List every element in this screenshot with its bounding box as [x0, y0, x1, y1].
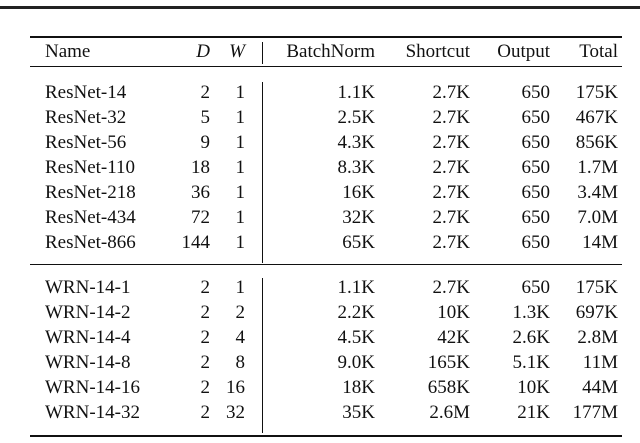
- header-row: [0, 40, 640, 64]
- cell-output: 650: [521, 182, 550, 203]
- table-row: [0, 301, 640, 325]
- cell-total: 11M: [582, 352, 618, 373]
- cell-total: 856K: [575, 132, 618, 153]
- cell-name: ResNet-110: [45, 157, 136, 178]
- header-batchnorm: BatchNorm: [286, 41, 375, 62]
- cell-shortcut: 2.7K: [432, 157, 470, 178]
- cell-shortcut: 42K: [437, 327, 470, 348]
- cell-batchnorm: 9.0K: [337, 352, 375, 373]
- cell-d: 2: [200, 302, 210, 323]
- cell-total: 177M: [572, 402, 618, 423]
- cell-d: 2: [200, 277, 210, 298]
- cell-w: 1: [235, 82, 245, 103]
- cell-name: ResNet-14: [45, 82, 127, 103]
- header-shortcut: Shortcut: [405, 41, 470, 62]
- cell-output: 2.6K: [512, 327, 550, 348]
- cell-batchnorm: 1.1K: [337, 82, 375, 103]
- cell-batchnorm: 65K: [342, 232, 375, 253]
- cell-batchnorm: 32K: [342, 207, 375, 228]
- cell-total: 7.0M: [577, 207, 618, 228]
- cell-shortcut: 2.7K: [432, 82, 470, 103]
- cell-output: 650: [521, 82, 550, 103]
- cell-shortcut: 2.7K: [432, 277, 470, 298]
- header-w: W: [229, 41, 245, 62]
- cell-w: 1: [235, 107, 245, 128]
- cell-output: 650: [521, 277, 550, 298]
- cell-name: ResNet-56: [45, 132, 127, 153]
- cell-shortcut: 2.7K: [432, 232, 470, 253]
- cell-output: 1.3K: [512, 302, 550, 323]
- cell-d: 9: [200, 132, 210, 153]
- table-top-rule: [30, 36, 622, 38]
- cell-total: 467K: [575, 107, 618, 128]
- cell-w: 4: [235, 327, 245, 348]
- cell-total: 2.8M: [577, 327, 618, 348]
- cell-batchnorm: 8.3K: [337, 157, 375, 178]
- cell-w: 2: [235, 302, 245, 323]
- group-separator-rule: [30, 264, 622, 265]
- cell-total: 175K: [575, 277, 618, 298]
- table-row: [0, 231, 640, 255]
- cell-name: ResNet-218: [45, 182, 136, 203]
- cell-w: 1: [235, 277, 245, 298]
- cell-batchnorm: 4.5K: [337, 327, 375, 348]
- table-row: [0, 81, 640, 105]
- cell-w: 32: [226, 402, 245, 423]
- cell-total: 1.7M: [577, 157, 618, 178]
- cell-batchnorm: 1.1K: [337, 277, 375, 298]
- cell-d: 5: [200, 107, 210, 128]
- cell-output: 10K: [517, 377, 550, 398]
- cell-name: ResNet-434: [45, 207, 136, 228]
- cell-shortcut: 10K: [437, 302, 470, 323]
- cell-total: 3.4M: [577, 182, 618, 203]
- cell-output: 5.1K: [512, 352, 550, 373]
- cell-name: ResNet-32: [45, 107, 127, 128]
- table-row: [0, 401, 640, 425]
- cell-d: 144: [181, 232, 210, 253]
- cell-name: WRN-14-8: [45, 352, 131, 373]
- cell-shortcut: 2.7K: [432, 132, 470, 153]
- cell-output: 650: [521, 157, 550, 178]
- cell-shortcut: 2.7K: [432, 182, 470, 203]
- table-row: [0, 156, 640, 180]
- cell-name: ResNet-866: [45, 232, 136, 253]
- cell-d: 2: [200, 377, 210, 398]
- cell-w: 8: [235, 352, 245, 373]
- cell-w: 1: [235, 132, 245, 153]
- header-d: D: [196, 41, 210, 62]
- cell-shortcut: 658K: [427, 377, 470, 398]
- table-row: [0, 206, 640, 230]
- cell-shortcut: 165K: [427, 352, 470, 373]
- cell-batchnorm: 16K: [342, 182, 375, 203]
- page-top-rule: [0, 6, 640, 9]
- cell-name: WRN-14-4: [45, 327, 131, 348]
- cell-w: 16: [226, 377, 245, 398]
- cell-batchnorm: 4.3K: [337, 132, 375, 153]
- table-row: [0, 326, 640, 350]
- cell-d: 72: [191, 207, 210, 228]
- cell-name: WRN-14-32: [45, 402, 140, 423]
- cell-total: 175K: [575, 82, 618, 103]
- cell-w: 1: [235, 182, 245, 203]
- cell-name: WRN-14-2: [45, 302, 131, 323]
- table-row: [0, 131, 640, 155]
- cell-total: 14M: [582, 232, 618, 253]
- cell-batchnorm: 35K: [342, 402, 375, 423]
- header-total: Total: [579, 41, 618, 62]
- table-row: [0, 276, 640, 300]
- cell-output: 650: [521, 232, 550, 253]
- cell-name: WRN-14-16: [45, 377, 140, 398]
- cell-d: 2: [200, 82, 210, 103]
- header-output: Output: [497, 41, 550, 62]
- cell-batchnorm: 2.2K: [337, 302, 375, 323]
- cell-d: 2: [200, 402, 210, 423]
- cell-shortcut: 2.7K: [432, 207, 470, 228]
- table-row: [0, 181, 640, 205]
- cell-d: 2: [200, 327, 210, 348]
- cell-total: 44M: [582, 377, 618, 398]
- header-rule: [30, 66, 622, 67]
- table-row: [0, 376, 640, 400]
- cell-batchnorm: 18K: [342, 377, 375, 398]
- cell-w: 1: [235, 157, 245, 178]
- cell-d: 36: [191, 182, 210, 203]
- cell-output: 650: [521, 132, 550, 153]
- cell-batchnorm: 2.5K: [337, 107, 375, 128]
- cell-d: 2: [200, 352, 210, 373]
- cell-output: 21K: [517, 402, 550, 423]
- table-row: [0, 106, 640, 130]
- header-name: Name: [45, 41, 91, 62]
- cell-w: 1: [235, 207, 245, 228]
- table-row: [0, 351, 640, 375]
- cell-d: 18: [191, 157, 210, 178]
- cell-name: WRN-14-1: [45, 277, 131, 298]
- cell-output: 650: [521, 207, 550, 228]
- cell-output: 650: [521, 107, 550, 128]
- cell-shortcut: 2.7K: [432, 107, 470, 128]
- cell-w: 1: [235, 232, 245, 253]
- cell-total: 697K: [575, 302, 618, 323]
- cell-shortcut: 2.6M: [429, 402, 470, 423]
- table-bottom-rule: [30, 435, 622, 437]
